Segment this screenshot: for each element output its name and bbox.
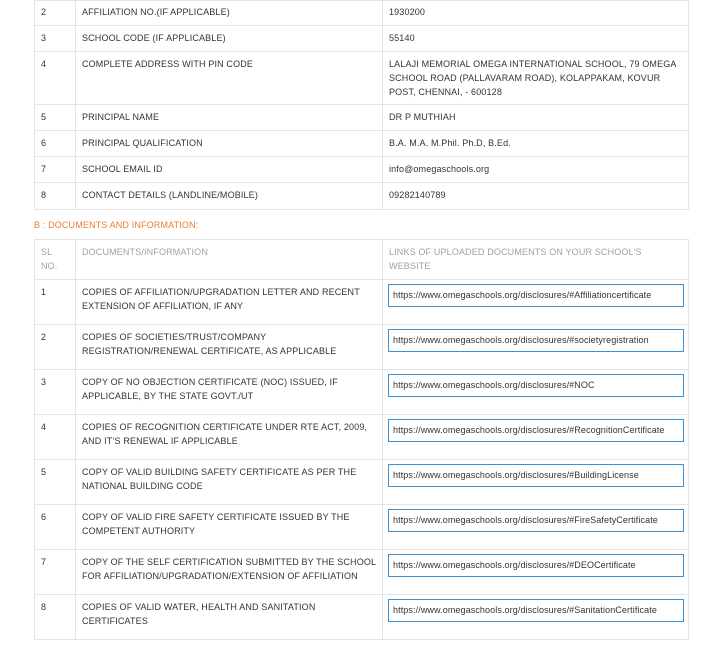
page-content <box>34 0 689 640</box>
document-link[interactable]: https://www.omegaschools.org/disclosures/#SanitationCertificate <box>388 599 684 622</box>
document-link[interactable]: https://www.omegaschools.org/disclosures/#FireSafetyCertificate <box>388 509 684 532</box>
row-number: 4 <box>35 52 76 105</box>
table-row <box>35 1 689 26</box>
row-number: 6 <box>35 505 76 550</box>
row-label: SCHOOL EMAIL ID <box>76 157 383 183</box>
table-row <box>35 131 689 157</box>
table-row <box>35 370 689 415</box>
row-number: 2 <box>35 325 76 370</box>
table-row <box>35 415 689 460</box>
header-documents: DOCUMENTS/INFORMATION <box>76 240 383 280</box>
document-link[interactable]: https://www.omegaschools.org/disclosures/#Affiliationcertificate <box>388 284 684 307</box>
row-number: 3 <box>35 26 76 52</box>
table-row <box>35 280 689 325</box>
row-value <box>383 157 689 183</box>
document-name: COPY OF VALID BUILDING SAFETY CERTIFICATE AS PER THE NATIONAL BUILDING CODE <box>76 460 383 505</box>
table-row <box>35 157 689 183</box>
document-name: COPIES OF VALID WATER, HEALTH AND SANITATION CERTIFICATES <box>76 595 383 640</box>
row-value: 09282140789 <box>383 183 689 210</box>
row-label: PRINCIPAL NAME <box>76 105 383 131</box>
row-label: AFFILIATION NO.(IF APPLICABLE) <box>76 1 383 26</box>
row-label: SCHOOL CODE (IF APPLICABLE) <box>76 26 383 52</box>
row-number: 4 <box>35 415 76 460</box>
general-info-table <box>34 0 689 210</box>
row-label: COMPLETE ADDRESS WITH PIN CODE <box>76 52 383 105</box>
row-number: 1 <box>35 280 76 325</box>
table-row <box>35 505 689 550</box>
header-links: LINKS OF UPLOADED DOCUMENTS ON YOUR SCHOOL'S WEBSITE <box>383 240 689 280</box>
row-number: 8 <box>35 595 76 640</box>
table-row <box>35 105 689 131</box>
row-number: 5 <box>35 460 76 505</box>
document-name: COPY OF THE SELF CERTIFICATION SUBMITTED BY THE SCHOOL FOR AFFILIATION/UPGRADATION/EXTENSION OF AFFILIATION <box>76 550 383 595</box>
row-number: 6 <box>35 131 76 157</box>
document-name: COPIES OF AFFILIATION/UPGRADATION LETTER AND RECENT EXTENSION OF AFFILIATION, IF ANY <box>76 280 383 325</box>
table-row <box>35 52 689 105</box>
table-row <box>35 26 689 52</box>
section-title: B : DOCUMENTS AND INFORMATION: <box>34 220 199 230</box>
row-value: 55140 <box>383 26 689 52</box>
table-row <box>35 595 689 640</box>
row-value: DR P MUTHIAH <box>383 105 689 131</box>
documents-table <box>34 239 689 640</box>
row-value: B.A. M.A. M.Phil. Ph.D, B.Ed. <box>383 131 689 157</box>
row-number: 8 <box>35 183 76 210</box>
table-row <box>35 325 689 370</box>
row-value: LALAJI MEMORIAL OMEGA INTERNATIONAL SCHOOL, 79 OMEGA SCHOOL ROAD (PALLAVARAM ROAD), KOLAPPAKAM, KOVUR POST, CHENNAI, - 600128 <box>383 52 689 105</box>
document-link[interactable]: https://www.omegaschools.org/disclosures/#BuildingLicense <box>388 464 684 487</box>
document-name: COPIES OF SOCIETIES/TRUST/COMPANY REGISTRATION/RENEWAL CERTIFICATE, AS APPLICABLE <box>76 325 383 370</box>
table-header-row <box>35 240 689 280</box>
document-link[interactable]: https://www.omegaschools.org/disclosures/#societyregistration <box>388 329 684 352</box>
header-sl-no: SL NO. <box>35 240 76 280</box>
document-link[interactable]: https://www.omegaschools.org/disclosures/#DEOCertificate <box>388 554 684 577</box>
table-row <box>35 550 689 595</box>
document-link[interactable]: https://www.omegaschools.org/disclosures/#NOC <box>388 374 684 397</box>
row-number: 5 <box>35 105 76 131</box>
row-number: 2 <box>35 1 76 26</box>
document-name: COPIES OF RECOGNITION CERTIFICATE UNDER RTE ACT, 2009, AND IT’S RENEWAL IF APPLICABLE <box>76 415 383 460</box>
row-number: 7 <box>35 550 76 595</box>
row-label: PRINCIPAL QUALIFICATION <box>76 131 383 157</box>
row-number: 7 <box>35 157 76 183</box>
table-row <box>35 460 689 505</box>
row-number: 3 <box>35 370 76 415</box>
document-name: COPY OF NO OBJECTION CERTIFICATE (NOC) ISSUED, IF APPLICABLE, BY THE STATE GOVT./UT <box>76 370 383 415</box>
row-label: CONTACT DETAILS (LANDLINE/MOBILE) <box>76 183 383 210</box>
document-name: COPY OF VALID FIRE SAFETY CERTIFICATE ISSUED BY THE COMPETENT AUTHORITY <box>76 505 383 550</box>
school-email-link[interactable]: info@omegaschools.org <box>389 164 490 174</box>
row-value: 1930200 <box>383 1 689 26</box>
document-link[interactable]: https://www.omegaschools.org/disclosures/#RecognitionCertificate <box>388 419 684 442</box>
table-row <box>35 183 689 210</box>
